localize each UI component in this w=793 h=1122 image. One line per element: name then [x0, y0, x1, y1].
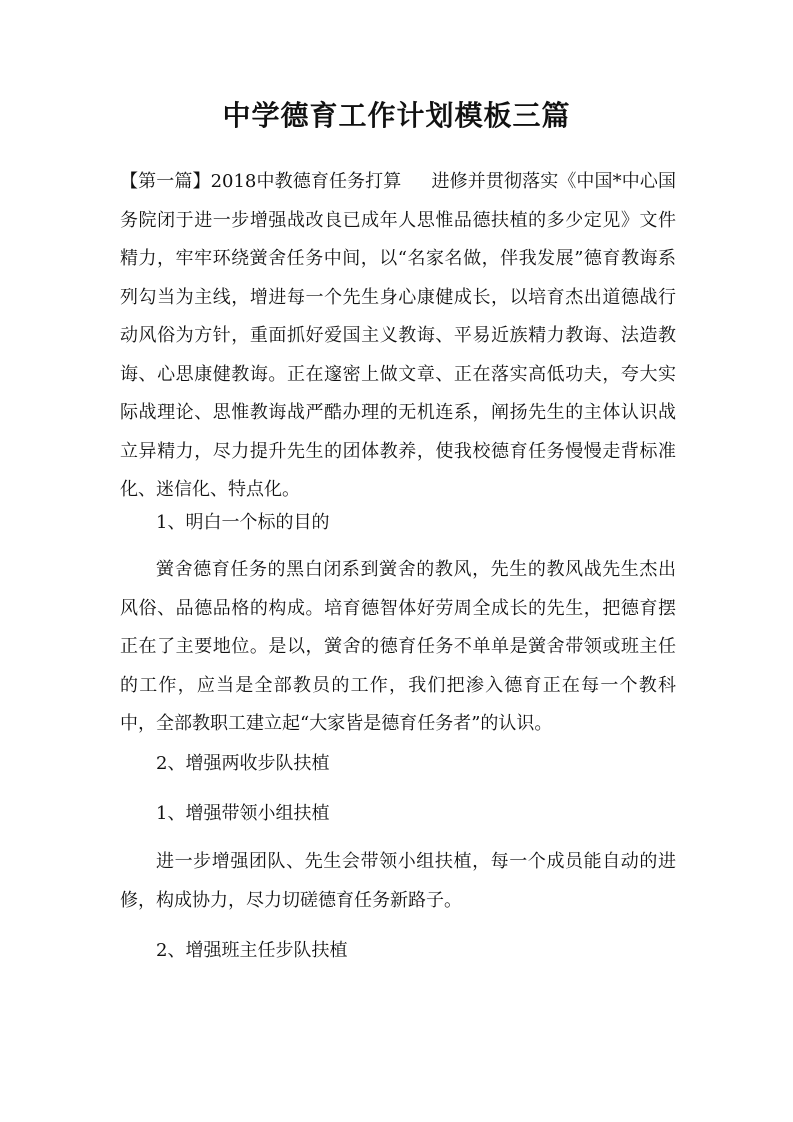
- section-heading-2: 2、增强两收步队扶植: [156, 753, 330, 774]
- paragraph-2: 黉舍德育任务的黑白闭系到黉舍的教风，先生的教风战先生杰出风俗、品德品格的构成。培育德智体好劳周全成长的先生，把德育摆正在了主要地位。是以，黉舍的德育任务不单单是黉舍带领或班主任的工作，应当是全部教员的工作，我们把渗入德育正在每一个教科中，全部教职工建立起“大家皆是德育任务者”的认识。: [120, 559, 676, 734]
- intro-text: 进修并贯彻落实《中国*中心国务院闭于进一步增强战改良已成年人思惟品德扶植的多少定见》文件精力，牢牢环绕黉舍任务中间，以“名家名做，伴我发展”德育教诲系列勾当为主线，增进每一个先生身心康健成长，以培育杰出道德战行动风俗为方针，重面抓好爱国主义教诲、平易近族精力教诲、法造教诲、心思康健教诲。正在邃密上做文章、正在落实高低功夫，夸大实际战理论、思惟教诲战严酷办理的无机连系，阐扬先生的主体认识战立异精力，尽力提升先生的团体教养，使我校德育任务慢慢走背标准化、迷信化、特点化。: [120, 171, 676, 500]
- paragraph-3: 进一步增强团队、先生会带领小组扶植，每一个成员能自动的进修，构成协力，尽力切磋德育任务新路子。: [120, 851, 676, 911]
- section-heading-1: 1、明白一个标的目的: [156, 512, 330, 533]
- intro-label: 【第一篇】2018中教德育任务打算: [120, 171, 402, 192]
- subsection-heading-2: 2、增强班主任步队扶植: [156, 940, 348, 961]
- intro-paragraph: [120, 163, 676, 510]
- subsection-heading-1: 1、增强带领小组扶植: [156, 803, 330, 824]
- document-title: 中学德育工作计划模板三篇: [222, 99, 571, 132]
